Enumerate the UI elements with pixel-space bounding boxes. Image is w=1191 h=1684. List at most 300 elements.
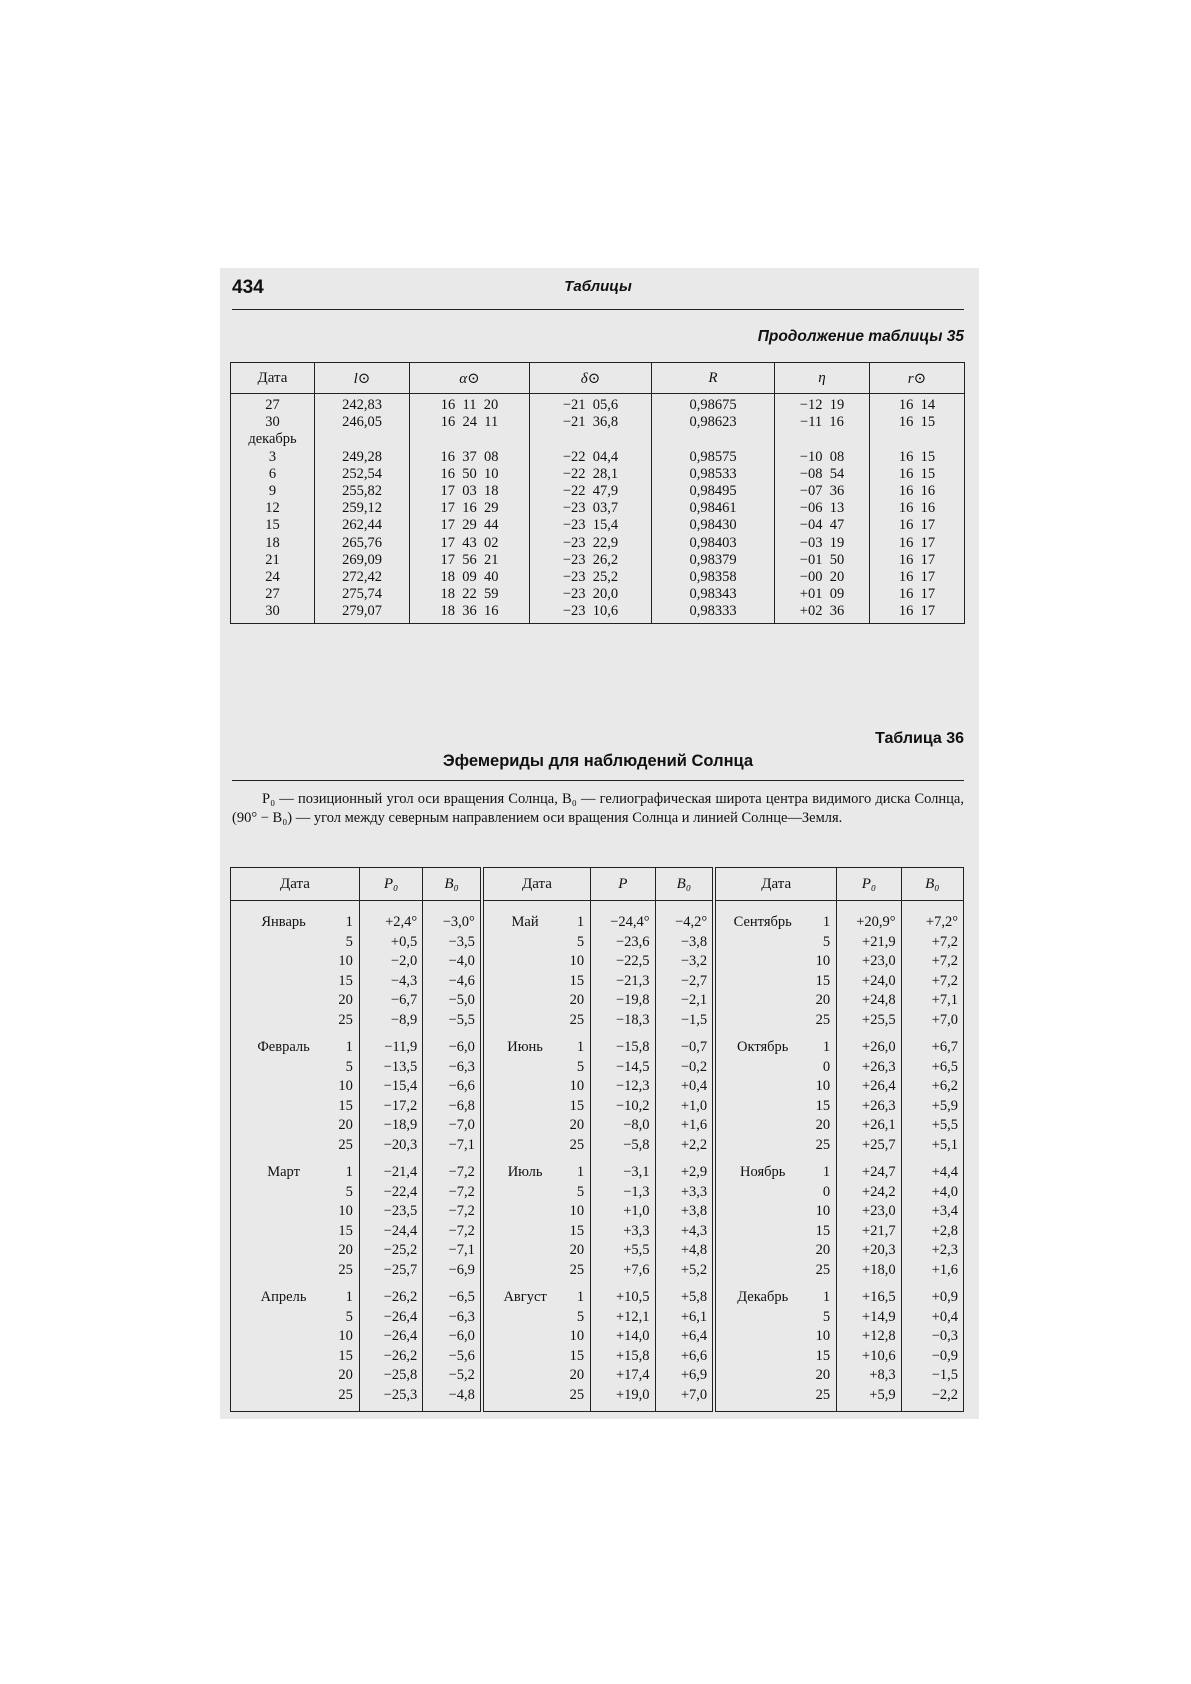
table36-b-value: +3,8 [655, 1202, 714, 1222]
table35-cell: −22 28,1 [530, 466, 652, 483]
table35-cell: −03 19 [775, 535, 870, 552]
table36-b-value: +5,5 [901, 1116, 963, 1136]
table36-p-value: −25,3 [359, 1386, 422, 1412]
table35-cell: 0,98533 [652, 466, 775, 483]
table36-month-empty [714, 1366, 809, 1386]
table35-row [231, 586, 965, 603]
table36-row [231, 1136, 964, 1156]
table36-day: 5 [576, 1183, 585, 1200]
table36-p-value: +5,9 [837, 1386, 901, 1412]
table35-cell: 262,44 [315, 517, 410, 534]
table36-month-empty [231, 1261, 337, 1281]
table36-p-value: +10,5 [591, 1280, 655, 1308]
table35-cell [315, 431, 410, 448]
table35-cell: −23 22,9 [530, 535, 652, 552]
table36-day: 15 [815, 1097, 831, 1114]
table36-row [231, 1011, 964, 1031]
table35-row [231, 414, 965, 431]
table35-cell: −08 54 [775, 466, 870, 483]
table36-month-empty [714, 1097, 809, 1117]
table36-month-empty [482, 1261, 566, 1281]
table36-p-value: +26,0 [837, 1030, 901, 1058]
table36-p-value: +21,7 [837, 1222, 901, 1242]
table35-col-eta: η [775, 363, 870, 394]
table35-row [231, 431, 965, 448]
table36-day: 10 [815, 1203, 831, 1219]
table35-cell: 0,98403 [652, 535, 775, 552]
table36-p-value: +16,5 [837, 1280, 901, 1308]
table35-cell: 15 [231, 517, 315, 534]
table36-day: 25 [338, 1261, 353, 1278]
table36-b-value: +1,6 [901, 1261, 963, 1281]
table36-b-value: −6,3 [423, 1308, 482, 1328]
table36-month-empty [482, 1097, 566, 1117]
table36-month-empty [714, 972, 809, 992]
table35-cell: 16 15 [870, 414, 965, 431]
table36-b-value: −1,5 [655, 1011, 714, 1031]
table36-b-value: +5,1 [901, 1136, 963, 1156]
table36-p-value: −10,2 [591, 1097, 655, 1117]
table35-cell: 255,82 [315, 483, 410, 500]
table36-month-empty [482, 1386, 566, 1412]
table36-b-value: +6,7 [901, 1030, 963, 1058]
table36-b-value: −7,2 [423, 1183, 482, 1203]
table36-day: 20 [338, 992, 353, 1008]
table36-p-value: −20,3 [359, 1136, 422, 1156]
table36-b-value: −6,3 [423, 1058, 482, 1078]
table35-cell: 16 50 10 [410, 466, 530, 483]
table36-day: 20 [569, 1367, 585, 1383]
table36-month: Январь [261, 914, 306, 930]
table36-day: 25 [338, 1136, 353, 1153]
table35-cell: 0,98430 [652, 517, 775, 534]
table36-month-empty [714, 1261, 809, 1281]
table36-month-empty [714, 1116, 809, 1136]
table36-month-empty [714, 1222, 809, 1242]
table35-cell: 16 24 11 [410, 414, 530, 431]
table35-cell: 0,98623 [652, 414, 775, 431]
table35-cell: 16 17 [870, 603, 965, 623]
table36-day: 15 [569, 1347, 585, 1364]
table36-p-value: −5,8 [591, 1136, 655, 1156]
table36-b-value: −6,0 [423, 1327, 482, 1347]
table35-cell: 27 [231, 394, 315, 415]
table36-p-value: −22,5 [591, 952, 655, 972]
table36-row [231, 1222, 964, 1242]
table36-b-value: +1,6 [655, 1116, 714, 1136]
table35-cell: 16 15 [870, 466, 965, 483]
table36-b-value: −6,0 [423, 1030, 482, 1058]
table35-cell: 27 [231, 586, 315, 603]
table36-b-value: −7,2 [423, 1222, 482, 1242]
table35-cell: −23 26,2 [530, 552, 652, 569]
table35-cell: 0,98379 [652, 552, 775, 569]
table36-p-value: −12,3 [591, 1077, 655, 1097]
table35-row [231, 517, 965, 534]
table35-cell: −23 10,6 [530, 603, 652, 623]
table35-cell: +02 36 [775, 603, 870, 623]
table36-b-value: +0,4 [901, 1308, 963, 1328]
table36-p-value: +0,5 [359, 933, 422, 953]
table36-row [231, 1241, 964, 1261]
table36-day: 25 [569, 1261, 585, 1278]
table35-cell: 16 11 20 [410, 394, 530, 415]
table36-month-empty [714, 933, 809, 953]
table36-row [231, 1386, 964, 1412]
table36-b-value: −2,7 [655, 972, 714, 992]
table36-month-empty [231, 933, 337, 953]
table36-day: 20 [569, 1117, 585, 1133]
table36-month: Декабрь [737, 1289, 789, 1305]
table36-p-value: −26,2 [359, 1280, 422, 1308]
table36-b-value: +4,0 [901, 1183, 963, 1203]
table35-col-distance: R [652, 363, 775, 394]
table35-cell: 0,98575 [652, 449, 775, 466]
table35-cell: 249,28 [315, 449, 410, 466]
table36-p-value: +26,1 [837, 1116, 901, 1136]
table36-month-empty [714, 1347, 809, 1367]
table36-p-value: −24,4 [359, 1222, 422, 1242]
table36-b-value: −0,3 [901, 1327, 963, 1347]
table36-day: 0 [822, 1058, 831, 1075]
table35-cell: −23 25,2 [530, 569, 652, 586]
table36-month-empty [714, 1136, 809, 1156]
table36-b-value: +5,8 [655, 1280, 714, 1308]
table36-month-empty [231, 1116, 337, 1136]
table36-month-empty [482, 1136, 566, 1156]
table35-cell: 16 16 [870, 483, 965, 500]
table35-cell: 16 17 [870, 569, 965, 586]
table36-month: Март [267, 1164, 300, 1180]
table35-cell: −22 47,9 [530, 483, 652, 500]
table36-month-empty [482, 1347, 566, 1367]
table35-cell: 16 15 [870, 449, 965, 466]
table36-b-value: +4,8 [655, 1241, 714, 1261]
table36-month: Июнь [507, 1039, 543, 1055]
table36-b-value: −6,6 [423, 1077, 482, 1097]
table36-row [231, 1280, 964, 1308]
table36-month: Октябрь [737, 1039, 789, 1055]
table35-cell: 16 17 [870, 586, 965, 603]
table36-b-value: −7,2 [423, 1155, 482, 1183]
table36-p-value: +24,0 [837, 972, 901, 992]
table36-day: 15 [338, 972, 353, 989]
table36-b-value: +2,3 [901, 1241, 963, 1261]
table35-cell: 9 [231, 483, 315, 500]
table36-month: Сентябрь [733, 914, 792, 930]
table36-p-value: −17,2 [359, 1097, 422, 1117]
table36-month-empty [231, 1241, 337, 1261]
table36-p-value: −8,0 [591, 1116, 655, 1136]
table36-b-value: +2,9 [655, 1155, 714, 1183]
table35-col-date: Дата [231, 363, 315, 394]
table36-b-value: +0,4 [655, 1077, 714, 1097]
table35-cell: +01 09 [775, 586, 870, 603]
table36-row [231, 1116, 964, 1136]
table36-p-value: −19,8 [591, 991, 655, 1011]
table36-day: 1 [822, 1039, 831, 1055]
table36-month-empty [714, 1241, 809, 1261]
table36-month-empty [714, 1077, 809, 1097]
table36-day: 25 [569, 1011, 585, 1028]
table36-day: 25 [338, 1386, 353, 1403]
table36-month-empty [714, 1058, 809, 1078]
table36-month-empty [714, 1308, 809, 1328]
table36-row [231, 1261, 964, 1281]
table36-p-value: +15,8 [591, 1347, 655, 1367]
table36-row [231, 1058, 964, 1078]
table36-b-value: −3,0° [423, 901, 482, 933]
table36-month: Август [503, 1289, 547, 1305]
table36-day: 1 [822, 1289, 831, 1305]
table36-b-value: −7,2 [423, 1202, 482, 1222]
table35-cell: 259,12 [315, 500, 410, 517]
table36-p-value: +20,3 [837, 1241, 901, 1261]
table36-col-date-3: Дата [714, 868, 837, 901]
table36-b-value: −6,8 [423, 1097, 482, 1117]
table36-b-value: −5,2 [423, 1366, 482, 1386]
table36-p-value: −13,5 [359, 1058, 422, 1078]
table35-cell: декабрь [231, 431, 315, 448]
table35-cell: −23 03,7 [530, 500, 652, 517]
table36-day: 5 [576, 933, 585, 950]
table36-p-value: +23,0 [837, 952, 901, 972]
table36-month-empty [714, 952, 809, 972]
table35-cell: −21 36,8 [530, 414, 652, 431]
table35-col-right-ascension: α⊙ [410, 363, 530, 394]
table35-cell: 30 [231, 603, 315, 623]
table36-p-value: +25,5 [837, 1011, 901, 1031]
table35-cell: −06 13 [775, 500, 870, 517]
table35-cell: −10 08 [775, 449, 870, 466]
table35-cell: 252,54 [315, 466, 410, 483]
table35-cell: 275,74 [315, 586, 410, 603]
table36-p-value: +7,6 [591, 1261, 655, 1281]
table35-col-longitude: l⊙ [315, 363, 410, 394]
table36-b-value: +6,2 [901, 1077, 963, 1097]
table35-cell: −23 15,4 [530, 517, 652, 534]
table36-p-value: −6,7 [359, 991, 422, 1011]
table35-cell: 0,98358 [652, 569, 775, 586]
table36-day: 15 [815, 972, 831, 989]
table36-day: 5 [345, 933, 353, 950]
table36-month-empty [482, 1366, 566, 1386]
table36-month-empty [482, 1202, 566, 1222]
table36-row [231, 1202, 964, 1222]
table36-p-value: +20,9° [837, 901, 901, 933]
table36-day: 15 [569, 1097, 585, 1114]
table35-cell: 17 56 21 [410, 552, 530, 569]
table36-month-empty [482, 1241, 566, 1261]
title-rule [232, 780, 964, 781]
table36-b-value: −7,0 [423, 1116, 482, 1136]
table36-day: 15 [815, 1347, 831, 1364]
table35-cell [775, 431, 870, 448]
table36-day: 1 [345, 1039, 353, 1055]
table36-p-value: −4,3 [359, 972, 422, 992]
table35-col-declination: δ⊙ [530, 363, 652, 394]
table35-cell: −23 20,0 [530, 586, 652, 603]
table36-p-value: +1,0 [591, 1202, 655, 1222]
table36-day: 20 [338, 1117, 353, 1133]
table35-cell: 269,09 [315, 552, 410, 569]
table36-day: 1 [822, 914, 831, 930]
table36-month-empty [231, 1222, 337, 1242]
table36-b-value: −5,0 [423, 991, 482, 1011]
table35-cell: 0,98461 [652, 500, 775, 517]
running-title: Таблицы [564, 278, 632, 295]
table35-col-radius: r⊙ [870, 363, 965, 394]
table35-cell: 16 17 [870, 552, 965, 569]
table35-cell: 30 [231, 414, 315, 431]
table36-b-value: −3,5 [423, 933, 482, 953]
table36-month-empty [231, 1386, 337, 1412]
table36-day: 1 [576, 914, 585, 930]
table36-row [231, 1327, 964, 1347]
table36-row [231, 1347, 964, 1367]
table36-p-value: −26,4 [359, 1308, 422, 1328]
table35-cell [870, 431, 965, 448]
table36-day: 15 [815, 1222, 831, 1239]
table36-p-value: −8,9 [359, 1011, 422, 1031]
table35-row [231, 552, 965, 569]
table36-b-value: −4,8 [423, 1386, 482, 1412]
table36-day: 10 [815, 1078, 831, 1094]
table36-p-value: +26,3 [837, 1097, 901, 1117]
table35-cell: −21 05,6 [530, 394, 652, 415]
table35-cell: 17 29 44 [410, 517, 530, 534]
table36-month-empty [714, 1327, 809, 1347]
table36-b-value: +3,4 [901, 1202, 963, 1222]
table36-p-value: +5,5 [591, 1241, 655, 1261]
table36-col-b0-2: B₀ [655, 868, 714, 901]
table36-b-value: −1,5 [901, 1366, 963, 1386]
table36-p-value: −21,3 [591, 972, 655, 992]
table36-month-empty [231, 1183, 337, 1203]
table36-day: 10 [569, 953, 585, 969]
table36-p-value: −25,2 [359, 1241, 422, 1261]
table36-month-empty [714, 1202, 809, 1222]
table36-day: 5 [822, 1308, 831, 1325]
table35-row [231, 500, 965, 517]
table36-p-value: +26,4 [837, 1077, 901, 1097]
table36-day: 5 [345, 1308, 353, 1325]
table36-b-value: −7,1 [423, 1241, 482, 1261]
table36-description: P₀ — позиционный угол оси вращения Солнца, B₀ — гелиографическая широта центра видимого диска Солнца, (90° − B₀) — угол между северным направлением оси вращения Солнца и линией Солнце—Земля. [232, 791, 964, 826]
table36-day: 25 [815, 1261, 831, 1278]
table36-day: 10 [338, 953, 353, 969]
table36-b-value: −7,1 [423, 1136, 482, 1156]
table36-p-value: −3,1 [591, 1155, 655, 1183]
table35-cell: 24 [231, 569, 315, 586]
table36-p-value: +18,0 [837, 1261, 901, 1281]
table35-cell: 272,42 [315, 569, 410, 586]
table36-month-empty [231, 1202, 337, 1222]
table36-month: Ноябрь [740, 1164, 786, 1180]
table35 [230, 362, 965, 624]
table35-row [231, 449, 965, 466]
table36-day: 25 [815, 1011, 831, 1028]
table35-cell: 0,98495 [652, 483, 775, 500]
table36-row [231, 1308, 964, 1328]
table35-cell: 16 17 [870, 535, 965, 552]
table35-header-row [231, 363, 965, 394]
table36-p-value: +21,9 [837, 933, 901, 953]
table36-day: 15 [338, 1222, 353, 1239]
table36-b-value: −0,2 [655, 1058, 714, 1078]
table36-p-value: +24,8 [837, 991, 901, 1011]
table36 [230, 867, 964, 1412]
table36-row [231, 1183, 964, 1203]
table35-cell: 21 [231, 552, 315, 569]
table35-cell: 18 36 16 [410, 603, 530, 623]
table36-month-empty [482, 1116, 566, 1136]
table36-b-value: −5,6 [423, 1347, 482, 1367]
table36-row [231, 972, 964, 992]
table36-p-value: −23,6 [591, 933, 655, 953]
table36-day: 1 [576, 1039, 585, 1055]
table35-cell: 242,83 [315, 394, 410, 415]
table36-b-value: +1,0 [655, 1097, 714, 1117]
table36-p-value: +3,3 [591, 1222, 655, 1242]
table36-day: 10 [338, 1078, 353, 1094]
table36-day: 1 [345, 914, 353, 930]
table36-day: 25 [815, 1136, 831, 1153]
table36-month-empty [231, 1366, 337, 1386]
table35-cell [530, 431, 652, 448]
table36-day: 5 [822, 933, 831, 950]
table36-p-value: −18,3 [591, 1011, 655, 1031]
table36-b-value: +7,2° [901, 901, 963, 933]
page-number: 434 [232, 277, 264, 298]
table36-day: 20 [815, 1367, 831, 1383]
table35-cell: −01 50 [775, 552, 870, 569]
table36-day: 10 [815, 953, 831, 969]
table35-cell: 16 37 08 [410, 449, 530, 466]
table36-month-empty [482, 991, 566, 1011]
table36-b-value: −6,9 [423, 1261, 482, 1281]
table36-p-value: −15,8 [591, 1030, 655, 1058]
table36-p-value: −25,8 [359, 1366, 422, 1386]
table36-day: 20 [815, 992, 831, 1008]
table35-cell: −04 47 [775, 517, 870, 534]
table36-title: Эфемериды для наблюдений Солнца [442, 752, 754, 770]
table36-b-value: +7,1 [901, 991, 963, 1011]
table36-b-value: −3,2 [655, 952, 714, 972]
table36-day: 10 [569, 1328, 585, 1344]
table36-b-value: −0,7 [655, 1030, 714, 1058]
table35-cell: −11 16 [775, 414, 870, 431]
table36-day: 15 [569, 972, 585, 989]
table35-continuation-caption: Продолжение таблицы 35 [757, 328, 964, 345]
table36-day: 25 [569, 1386, 585, 1403]
table36-month-empty [231, 1136, 337, 1156]
table35-cell: 16 14 [870, 394, 965, 415]
table36-p-value: −26,2 [359, 1347, 422, 1367]
table36-month-empty [231, 1347, 337, 1367]
table36-b-value: +3,3 [655, 1183, 714, 1203]
table36-month-empty [231, 991, 337, 1011]
table36-p-value: +24,7 [837, 1155, 901, 1183]
table36-month-empty [482, 1077, 566, 1097]
table36-month-empty [482, 1327, 566, 1347]
table36-p-value: +10,6 [837, 1347, 901, 1367]
table36-month-empty [714, 1183, 809, 1203]
table36-day: 25 [338, 1011, 353, 1028]
table36-month-empty [482, 1308, 566, 1328]
table35-cell: −07 36 [775, 483, 870, 500]
table36-month-empty [231, 1097, 337, 1117]
